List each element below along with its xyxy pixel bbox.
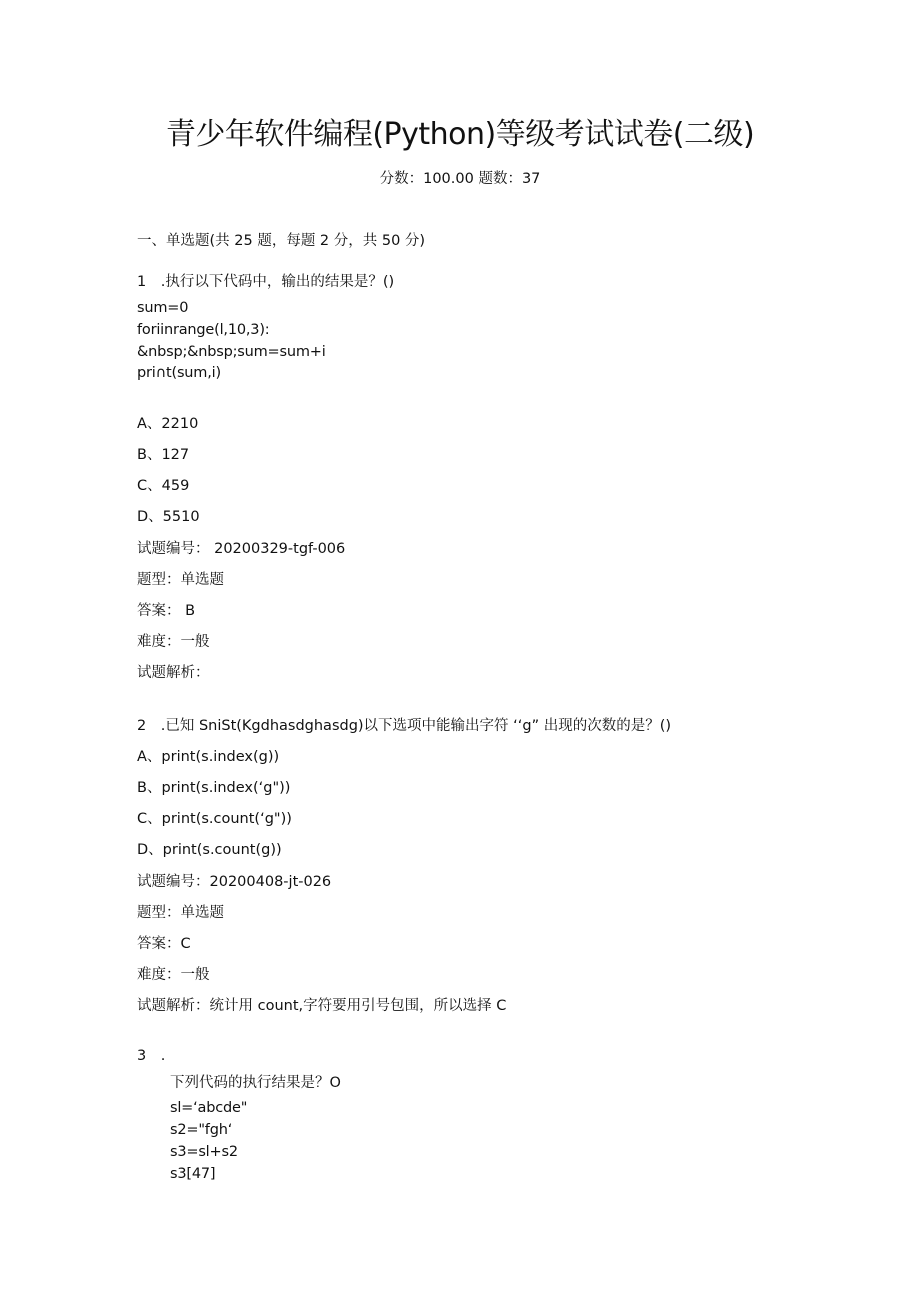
q1-answer: 答案： B xyxy=(137,603,196,619)
q3-code-line: s3[47] xyxy=(170,1166,216,1182)
q2-option-c: C、print(s.count(‘g")) xyxy=(137,811,292,827)
q3-stem: 下列代码的执行结果是？O xyxy=(170,1075,341,1091)
q3-code-line: sl=‘abcde" xyxy=(170,1100,248,1116)
q1-option-a: A、2210 xyxy=(137,416,199,432)
q3-code-line: s2="fgh‘ xyxy=(170,1122,233,1138)
q1-option-b: B、127 xyxy=(137,447,190,463)
q1-explanation: 试题解析： xyxy=(137,665,210,681)
q1-question-type: 题型：单选题 xyxy=(137,572,224,588)
q1-code-line: sum=0 xyxy=(137,300,189,316)
q2-answer: 答案：C xyxy=(137,936,191,952)
q2-option-a: A、print(s.index(g)) xyxy=(137,749,280,765)
document-title: 青少年软件编程(Python)等级考试试卷(二级) xyxy=(165,117,755,152)
document-subtitle: 分数：100.00 题数：37 xyxy=(379,171,541,187)
q1-stem: 1 .执行以下代码中，输出的结果是？() xyxy=(137,274,395,290)
q1-code-line: &nbsp;&nbsp;sum=sum+i xyxy=(137,344,326,360)
q2-stem: 2 .已知 SniSt(Kgdhasdghasdg)以下选项中能输出字符 ‘‘g” 出现的次数的是？() xyxy=(137,718,672,734)
q2-difficulty: 难度：一般 xyxy=(137,967,210,983)
q1-code-line: foriinrange(l,10,3): xyxy=(137,322,270,338)
q2-question-id: 试题编号：20200408-jt-026 xyxy=(137,874,332,890)
q3-code-line: s3=sl+s2 xyxy=(170,1144,238,1160)
q3-number: 3 . xyxy=(137,1048,166,1064)
q1-difficulty: 难度：一般 xyxy=(137,634,210,650)
q2-option-b: B、print(s.index(‘g")) xyxy=(137,780,291,796)
section-heading: 一、单选题(共 25 题，每题 2 分，共 50 分) xyxy=(137,233,426,249)
q1-code-line: pri∩t(sum,i) xyxy=(137,365,221,381)
q1-option-c: C、459 xyxy=(137,478,190,494)
q1-question-id: 试题编号： 20200329-tgf-006 xyxy=(137,541,346,557)
q2-question-type: 题型：单选题 xyxy=(137,905,224,921)
q1-option-d: D、5510 xyxy=(137,509,200,525)
q2-option-d: D、print(s.count(g)) xyxy=(137,842,282,858)
q2-explanation: 试题解析：统计用 count,字符要用引号包围，所以选择 C xyxy=(137,998,507,1014)
